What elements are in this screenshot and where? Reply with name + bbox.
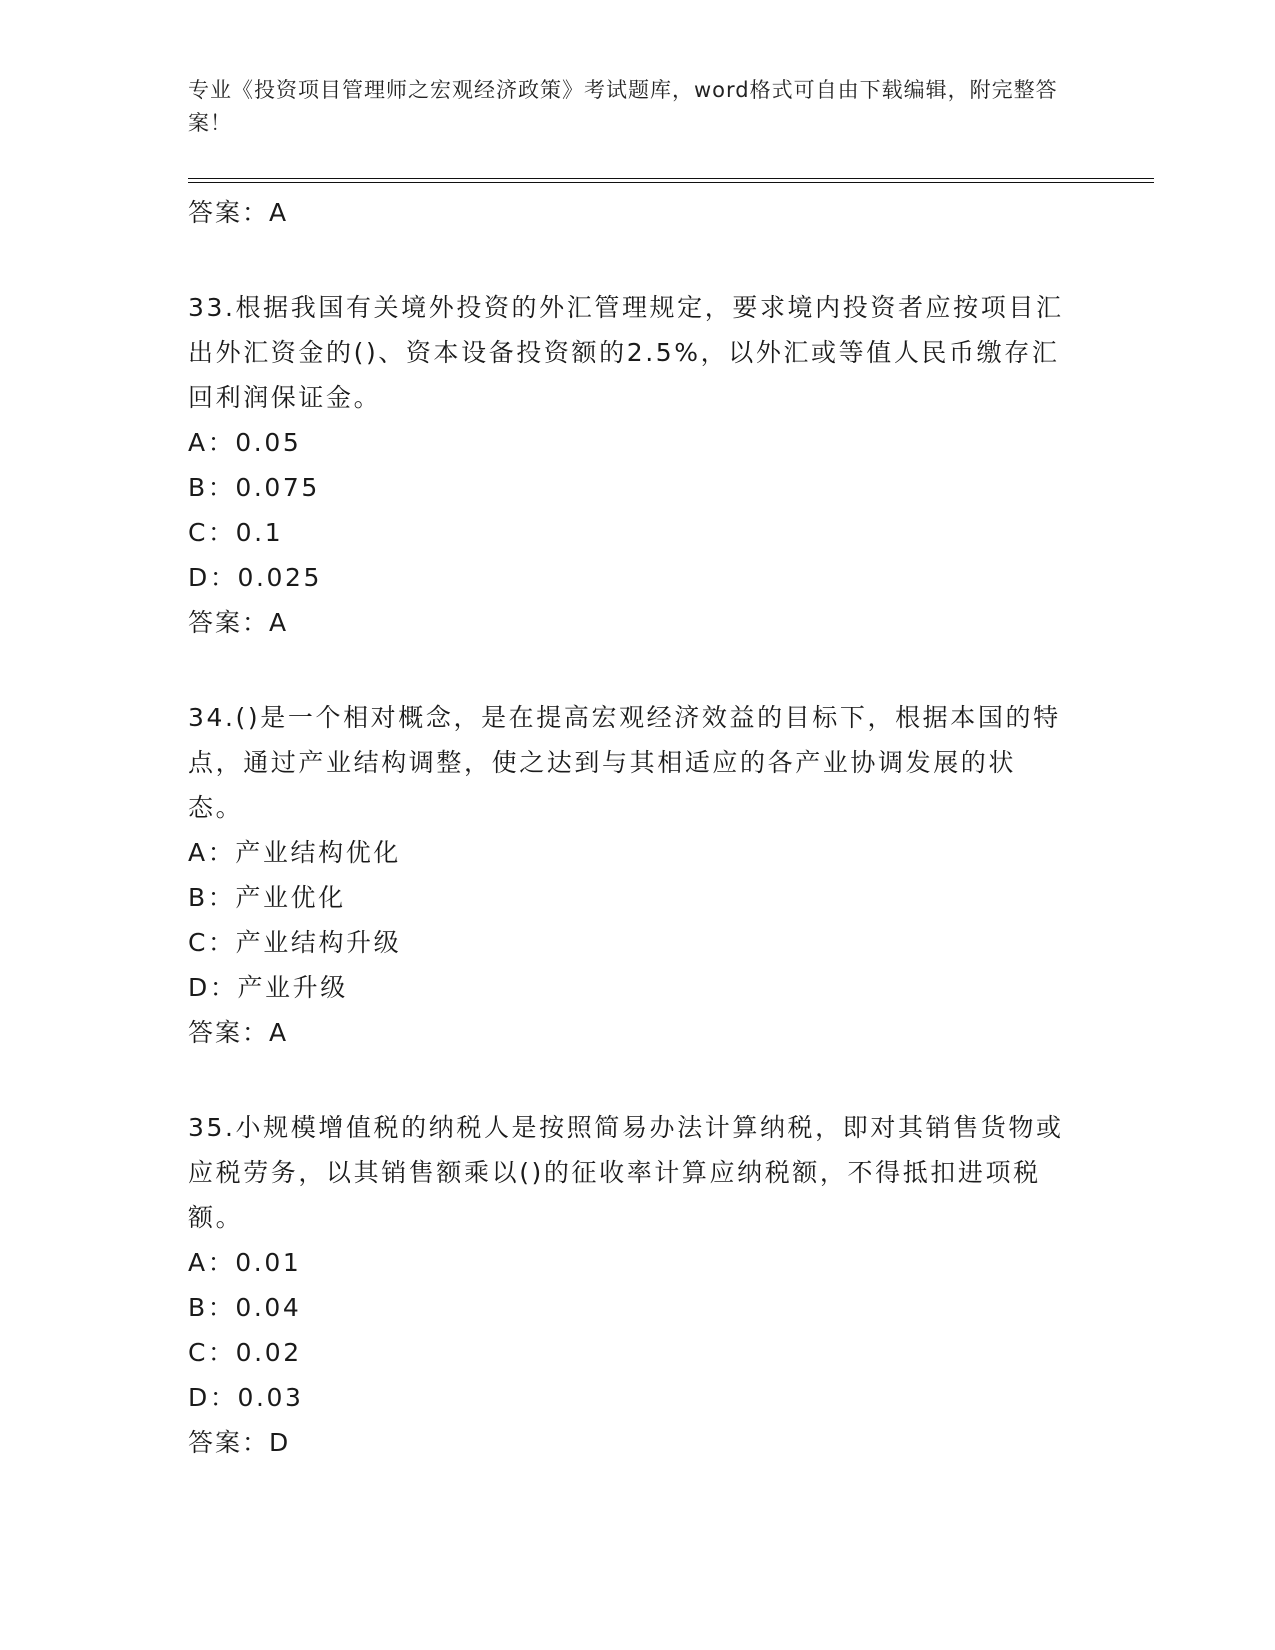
question-text: 33.根据我国有关境外投资的外汇管理规定，要求境内投资者应按项目汇出外汇资金的()、资本设备投资额的2.5%，以外汇或等值人民币缴存汇回利润保证金。 xyxy=(188,293,1064,412)
question-text: 34.()是一个相对概念，是在提高宏观经济效益的目标下，根据本国的特点，通过产业结构调整，使之达到与其相适应的各产业协调发展的状态。 xyxy=(188,703,1061,822)
question-list xyxy=(188,190,1088,1465)
option-b: B：0.04 xyxy=(188,1293,302,1322)
option-c: C：产业结构升级 xyxy=(188,928,402,957)
question-34 xyxy=(188,695,1088,1055)
question-answer: 答案：A xyxy=(188,1018,289,1047)
header-divider-top xyxy=(188,178,1154,179)
previous-answer: 答案：A xyxy=(188,198,289,227)
document-header: 专业《投资项目管理师之宏观经济政策》考试题库，word格式可自由下载编辑，附完整答案！ xyxy=(188,78,1058,135)
question-35 xyxy=(188,1105,1088,1465)
option-a: A：产业结构优化 xyxy=(188,838,401,867)
option-d: D：产业升级 xyxy=(188,973,348,1002)
question-text: 35.小规模增值税的纳税人是按照简易办法计算纳税，即对其销售货物或应税劳务，以其销售额乘以()的征收率计算应纳税额，不得抵扣进项税额。 xyxy=(188,1113,1064,1232)
option-a: A：0.01 xyxy=(188,1248,302,1277)
question-33 xyxy=(188,285,1088,645)
header-divider-bottom xyxy=(188,182,1154,183)
question-answer: 答案：D xyxy=(188,1428,291,1457)
option-d: D：0.025 xyxy=(188,563,323,592)
option-c: C：0.1 xyxy=(188,518,284,547)
option-d: D：0.03 xyxy=(188,1383,304,1412)
question-answer: 答案：A xyxy=(188,608,289,637)
option-b: B：产业优化 xyxy=(188,883,346,912)
option-c: C：0.02 xyxy=(188,1338,302,1367)
option-a: A：0.05 xyxy=(188,428,302,457)
option-b: B：0.075 xyxy=(188,473,320,502)
